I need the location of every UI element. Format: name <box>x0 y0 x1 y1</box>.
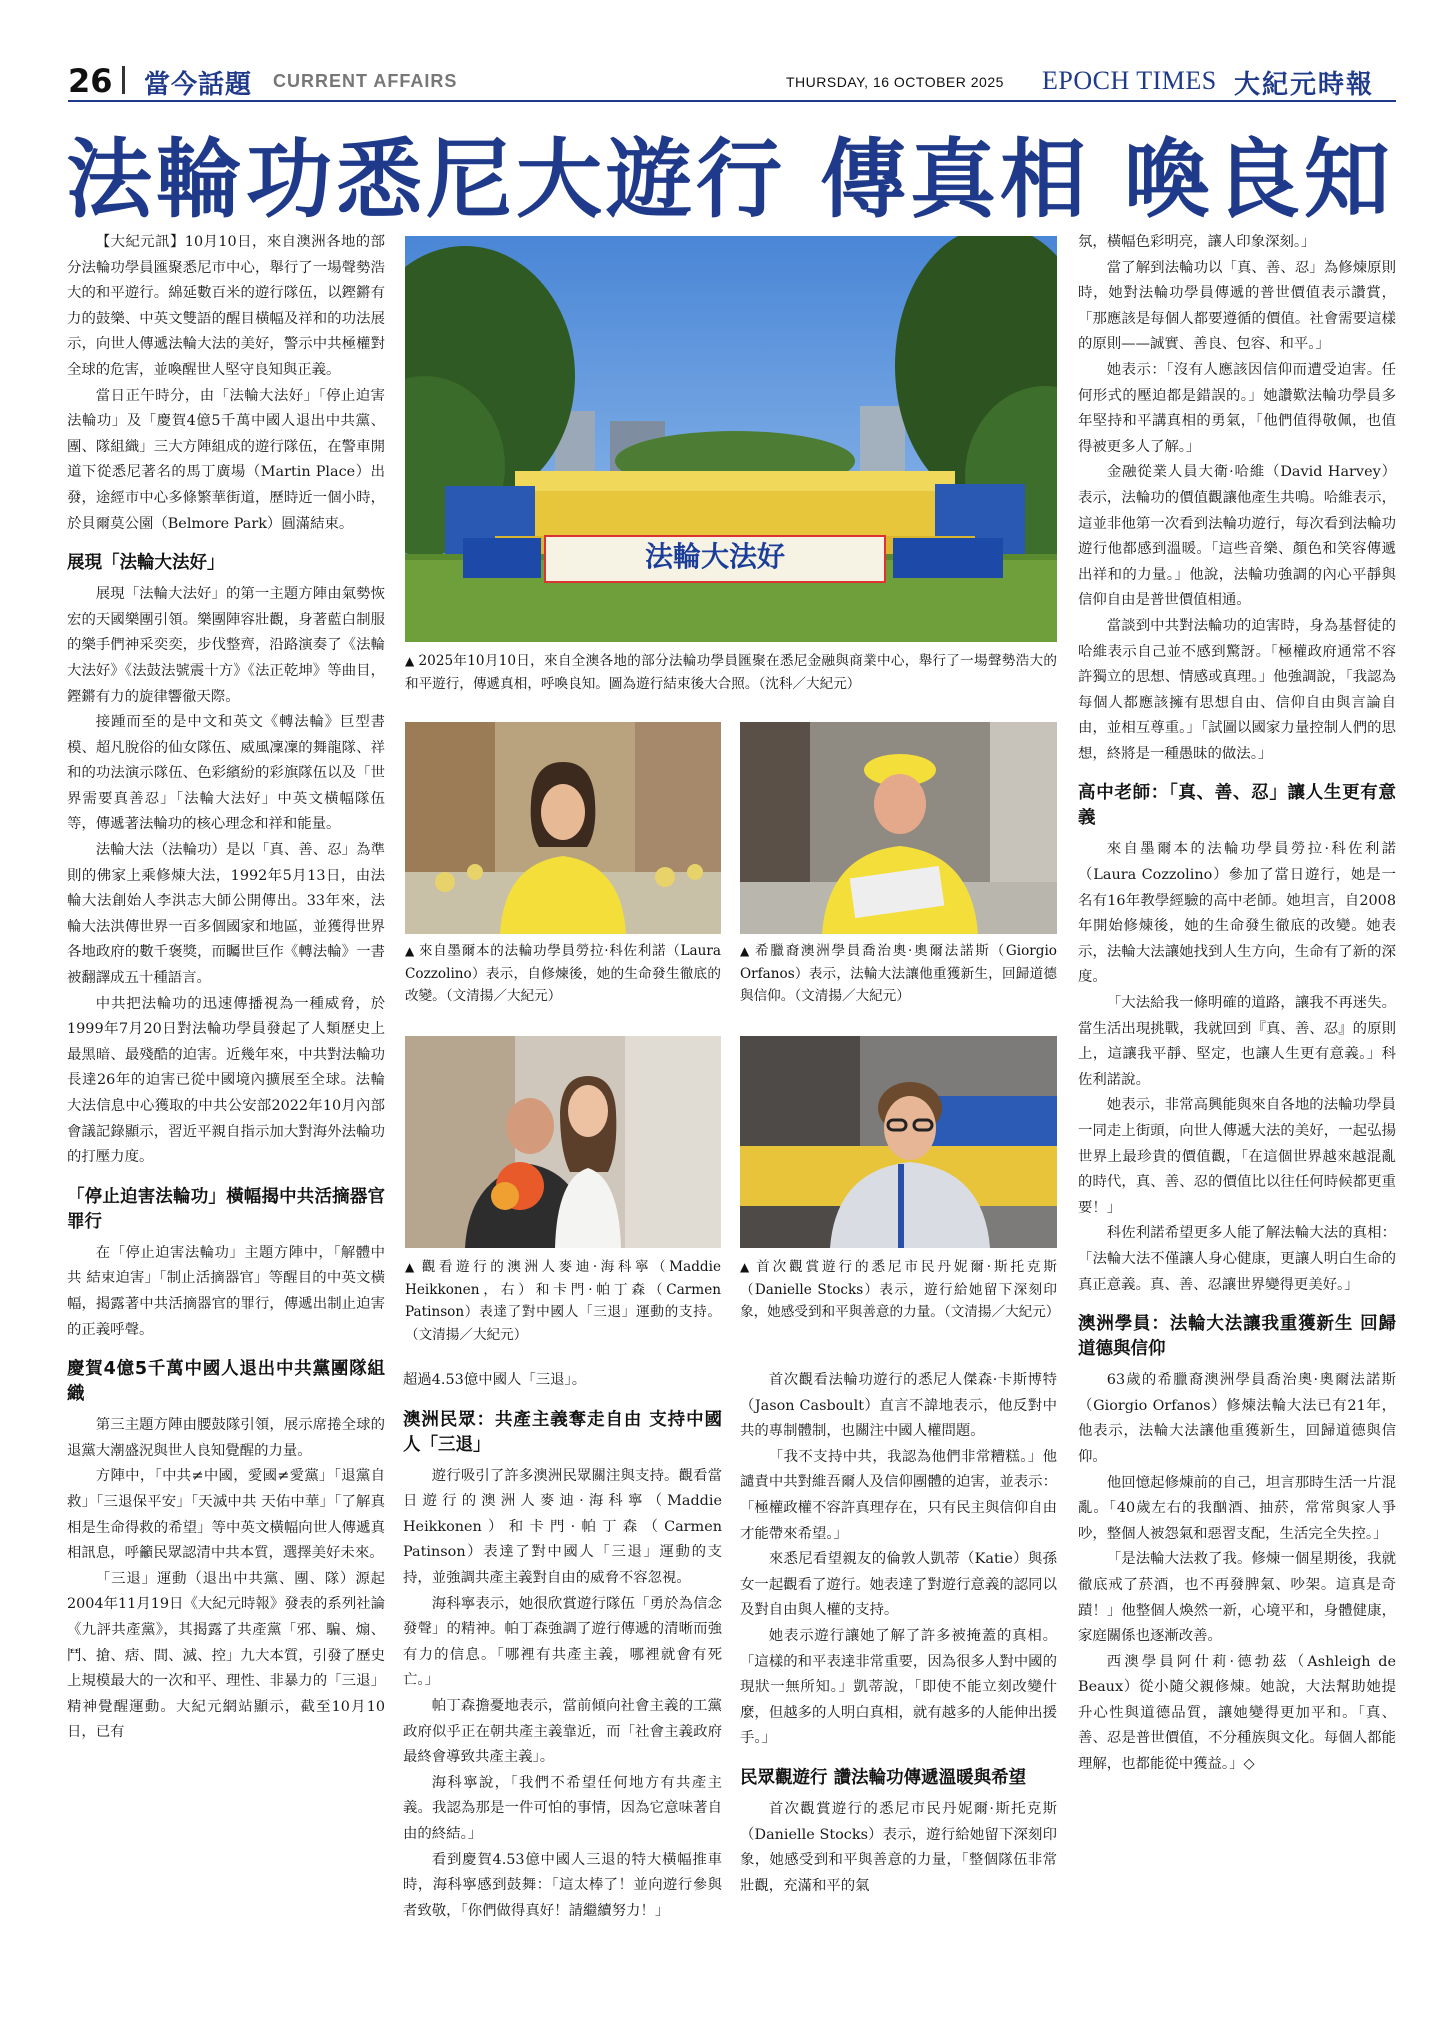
article-column-3 <box>740 1368 1057 2008</box>
paragraph: 超過4.53億中國人「三退」。 <box>403 1372 587 1388</box>
paragraph: 海科寧表示，她很欣賞遊行隊伍「勇於為信念發聲」的精神。帕丁森強調了遊行傳遞的清晰而強有力的信息。「哪裡有共產主義，哪裡就會有死亡。」 <box>403 1595 722 1689</box>
paragraph: 她表示遊行讓她了解了許多被掩蓋的真相。「這樣的和平表達非常重要，因為很多人對中國的現狀一無所知。」凱蒂說，「即使不能立刻改變什麼，但越多的人明白真相，就有越多的人能伸出援手。」 <box>740 1627 1057 1747</box>
paragraph: 他回憶起修煉前的自己，坦言那時生活一片混亂。「40歲左右的我酗酒、抽菸，常常與家人爭吵，整個人被怨氣和惡習支配，生活完全失控。」 <box>1078 1474 1396 1542</box>
paragraph: 她表示：「沒有人應該因信仰而遭受迫害。任何形式的壓迫都是錯誤的。」她讚歎法輪功學員多年堅持和平講真相的勇氣，「他們值得敬佩，也值得被更多人了解。」 <box>1078 361 1396 455</box>
paragraph: 金融從業人員大衛·哈維（David Harvey）表示，法輪功的價值觀讓他產生共鳴。哈維表示，這並非他第一次看到法輪功遊行，每次看到法輪功遊行他都感到溫暖。「這些音樂、顏色和笑容傳遞出祥和的力量。」他說，法輪功強調的內心平靜與信仰自由是普世價值相通。 <box>1078 464 1396 609</box>
paragraph: 遊行吸引了許多澳洲民眾關注與支持。觀看當日遊行的澳洲人麥迪·海科寧（Maddie Heikkonen）和卡門·帕丁森（Carmen Patinson）表達了對中國人「三退」運動的支持，並強調共產主義對自由的威脅不容忽視。 <box>403 1467 722 1586</box>
danielle-photo <box>740 1036 1057 1248</box>
header-rule <box>68 100 1396 102</box>
paragraph: 「三退」運動（退出中共黨、團、隊）源起2004年11月19日《大紀元時報》發表的系列社論《九評共產黨》，其揭露了共產黨「邪、騙、煽、鬥、搶、痞、間、滅、控」九大本質，引發了歷史上規模最大的一次和平、理性、非暴力的「三退」精神覺醒運動。大紀元網站顯示，截至10月10日，已有 <box>67 1570 385 1741</box>
issue-date: THURSDAY, 16 OCTOBER 2025 <box>786 74 1004 90</box>
paragraph: 「是法輪大法救了我。修煉一個星期後，我就徹底戒了菸酒，也不再發脾氣、吵架。這真是奇蹟！」他整個人煥然一新，心境平和，身體健康，家庭關係也逐漸改善。 <box>1078 1551 1396 1645</box>
group-banner-text: 法輪大法好 <box>644 540 786 573</box>
section-title-en: CURRENT AFFAIRS <box>273 71 458 91</box>
paragraph: 接踵而至的是中文和英文《轉法輪》巨型書模、超凡脫俗的仙女隊伍、威風凜凜的舞龍隊、祥和的功法演示隊伍、色彩繽紛的彩旗隊伍以及「世界需要真善忍」「法輪大法好」中英文橫幅隊伍等，傳遞著法輪功的核心理念和祥和能量。 <box>67 714 385 833</box>
subheading: 澳洲學員：法輪大法讓我重獲新生 回歸道德與信仰 <box>1078 1314 1396 1360</box>
paragraph: 帕丁森擔憂地表示，當前傾向社會主義的工黨政府似乎正在朝共產主義靠近，而「社會主義政府最終會導致共產主義」。 <box>403 1697 722 1766</box>
paragraph: 中共把法輪功的迅速傳播視為一種威脅，於1999年7月20日對法輪功學員發起了人類歷史上最黑暗、最殘酷的迫害。近幾年來，中共對法輪功長達26年的迫害已從中國境內擴展至全球。法輪大法信息中心獲取的中共公安部2022年10月內部會議記錄顯示，習近平親自指示加大對海外法輪功的打壓力度。 <box>67 995 385 1166</box>
brand-logo-zh: 大紀元時報 <box>1234 70 1375 100</box>
paragraph: 當談到中共對法輪功的迫害時，身為基督徒的哈維表示自己並不感到驚訝。「極權政府通常不容許獨立的思想、情感或真理。」他強調說，「我認為每個人都應該擁有思想自由、信仰自由與言論自由，並相互尊重。」「試圖以國家力量控制人們的思想，終將是一種愚昧的做法。」 <box>1078 617 1396 762</box>
paragraph: 首次觀看法輪功遊行的悉尼人傑森·卡斯博特（Jason Casboult）直言不諱地表示，他反對中共的專制體制，也關注中國人權問題。 <box>740 1372 1057 1440</box>
paragraph: 她表示，非常高興能與來自各地的法輪功學員一同走上街頭，向世人傳遞大法的美好，一起弘揚世界上最珍貴的價值觀，「在這個世界越來越混亂的時代，真、善、忍的價值比以往任何時候都更重要！」 <box>1078 1097 1396 1216</box>
article-column-4 <box>1078 230 1396 2010</box>
paragraph: 法輪大法（法輪功）是以「真、善、忍」為準則的佛家上乘修煉大法，1992年5月13日，由法輪大法創始人李洪志大師公開傳出。33年來，法輪大法洪傳世界一百多個國家和地區，並獲得世界各地政府的數千褒獎，而矚世巨作《轉法輪》一書被翻譯成五十種語言。 <box>67 842 385 987</box>
paragraph: 【大紀元訊】10月10日，來自澳洲各地的部分法輪功學員匯聚悉尼市中心，舉行了一場聲勢浩大的和平遊行。綿延數百米的遊行隊伍，以鏗鏘有力的鼓樂、中英文雙語的醒目橫幅及祥和的功法展示，向世人傳遞法輪大法的美好，警示中共極權對全球的危害，並喚醒世人堅守良知與正義。 <box>67 234 385 378</box>
group-photo-caption: ▲ 2025年10月10日，來自全澳各地的部分法輪功學員匯聚在悉尼金融與商業中心，舉行了一場聲勢浩大的和平遊行，傳遞真相，呼喚良知。圖為遊行結束後大合照。（沈科／大紀元） <box>405 653 1058 692</box>
subheading: 民眾觀遊行 讚法輪功傳遞溫暖與希望 <box>740 1767 1027 1788</box>
subheading: 澳洲民眾：共產主義奪走自由 支持中國人「三退」 <box>403 1409 722 1455</box>
couple-photo-caption: ▲ 觀看遊行的澳洲人麥迪·海科寧（Maddie Heikkonen，右）和卡門·帕丁森（Carmen Patinson）表達了對中國人「三退」運動的支持。（文清揚／大紀元） <box>405 1259 721 1343</box>
paragraph: 展現「法輪大法好」的第一主題方陣由氣勢恢宏的天國樂團引領。樂團陣容壯觀，身著藍白制服的樂手們神采奕奕，步伐整齊，沿路演奏了《法輪大法好》《法鼓法號震十方》《法正乾坤》等曲目，鏗鏘有力的旋律響徹天際。 <box>67 586 385 705</box>
paragraph: 科佐利諾希望更多人能了解法輪大法的真相：「法輪大法不僅讓人身心健康，更讓人明白生命的真正意義。真、善、忍讓世界變得更美好。」 <box>1078 1225 1396 1293</box>
headline: 法輪功悉尼大遊行 傳真相 喚良知 <box>66 129 1394 230</box>
laura-photo <box>405 722 721 934</box>
group-photo <box>405 236 1057 642</box>
paragraph: 「我不支持中共，我認為他們非常糟糕。」他譴責中共對維吾爾人及信仰團體的迫害，並表示：「極權政權不容許真理存在，只有民主與信仰自由才能帶來希望。」 <box>740 1448 1057 1542</box>
section-title-zh: 當今話題 <box>144 70 253 100</box>
page-number: 26 <box>68 62 113 100</box>
subheading: 展現「法輪大法好」 <box>67 553 225 574</box>
article-column-2 <box>403 1368 722 2008</box>
paragraph: 當了解到法輪功以「真、善、忍」為修煉原則時，她對法輪功學員傳遞的普世價值表示讚賞，「那應該是每個人都要遵循的價值。社會需要這樣的原則——誠實、善良、包容、和平。」 <box>1078 259 1396 353</box>
paragraph: 海科寧說，「我們不希望任何地方有共產主義。我認為那是一件可怕的事情，因為它意味著自由的終結。」 <box>403 1774 722 1842</box>
paragraph: 西澳學員阿什莉·德勃茲（Ashleigh de Beaux）從小隨父親修煉。她說，大法幫助她提升心性與道德品質，讓她變得更加平和。「真、善、忍是普世價值，不分種族與文化。每個人都能理解，也都能從中獲益。」◇ <box>1078 1653 1396 1773</box>
paragraph: 「大法給我一條明確的道路，讓我不再迷失。當生活出現挑戰，我就回到『真、善、忍』的原則上，這讓我平靜、堅定，也讓人生更有意義。」科佐利諾說。 <box>1078 995 1396 1088</box>
couple-photo <box>405 1036 721 1248</box>
paragraph: 當日正午時分，由「法輪大法好」「停止迫害法輪功」及「慶賀4億5千萬中國人退出中共黨、團、隊組織」三大方陣組成的遊行隊伍，在警車開道下從悉尼著名的馬丁廣場（Martin Place）出發，途經市中心多條繁華街道，歷時近一個小時，於貝爾莫公園（Belmore Park）圓滿結束。 <box>67 387 385 532</box>
paragraph: 63歲的希臘裔澳洲學員喬治奧·奧爾法諾斯（Giorgio Orfanos）修煉法輪大法已有21年，他表示，法輪大法讓他重獲新生，回歸道德與信仰。 <box>1078 1372 1396 1465</box>
paragraph: 第三主題方陣由腰鼓隊引領，展示席捲全球的退黨大潮盛況與世人良知覺醒的力量。 <box>67 1417 385 1459</box>
brand-logo-en: EPOCH TIMES <box>1042 66 1217 95</box>
giorgio-photo <box>740 722 1057 934</box>
article-column-1 <box>67 230 385 2010</box>
subheading: 「停止迫害法輪功」橫幅揭中共活摘器官罪行 <box>67 1186 385 1232</box>
paragraph: 來悉尼看望親友的倫敦人凱蒂（Katie）與孫女一起觀看了遊行。她表達了對遊行意義的認同以及對自由與人權的支持。 <box>740 1551 1057 1619</box>
page-header <box>68 58 1396 102</box>
paragraph: 首次觀賞遊行的悉尼市民丹妮爾·斯托克斯（Danielle Stocks）表示，遊行給她留下深刻印象，她感受到和平與善意的力量，「整個隊伍非常壯觀，充滿和平的氣 <box>740 1800 1057 1894</box>
paragraph: 在「停止迫害法輪功」主題方陣中，「解體中共 結束迫害」「制止活摘器官」等醒目的中英文橫幅，揭露著中共活摘器官的罪行，傳遞出制止迫害的正義呼聲。 <box>67 1244 385 1338</box>
header-separator <box>122 66 125 94</box>
giorgio-photo-caption: ▲ 希臘裔澳洲學員喬治奧·奧爾法諾斯（Giorgio Orfanos）表示，法輪大法讓他重獲新生，回歸道德與信仰。（文清揚／大紀元） <box>740 943 1057 1004</box>
paragraph: 來自墨爾本的法輪功學員勞拉·科佐利諾（Laura Cozzolino）參加了當日遊行，她是一名有16年教學經驗的高中老師。她坦言，自2008年開始修煉後，她的生命發生徹底的改變。她表示，法輪大法讓她找到人生方向，生命有了新的深度。 <box>1078 841 1396 986</box>
subheading: 高中老師：「真、善、忍」讓人生更有意義 <box>1078 783 1396 829</box>
laura-photo-caption: ▲ 來自墨爾本的法輪功學員勞拉·科佐利諾（Laura Cozzolino）表示，自修煉後，她的生命發生徹底的改變。（文清揚／大紀元） <box>405 943 722 1004</box>
paragraph: 氛，橫幅色彩明亮，讓人印象深刻。」 <box>1078 234 1316 250</box>
subheading: 慶賀4億5千萬中國人退出中共黨團隊組織 <box>67 1359 385 1405</box>
paragraph: 方陣中，「中共≠中國，愛國≠愛黨」「退黨自救」「三退保平安」「天滅中共 天佑中華」「了解真相是生命得救的希望」等中英文橫幅向世人傳遞真相訊息，呼籲民眾認清中共本質，選擇美好未來。 <box>67 1468 385 1562</box>
paragraph: 看到慶賀4.53億中國人三退的特大橫幅推車時，海科寧感到鼓舞：「這太棒了！並向遊行參與者致敬，「你們做得真好！請繼續努力！」 <box>403 1851 722 1919</box>
danielle-photo-caption: ▲ 首次觀賞遊行的悉尼市民丹妮爾·斯托克斯（Danielle Stocks）表示，遊行給她留下深刻印象，她感受到和平與善意的力量。（文清揚／大紀元） <box>740 1259 1060 1320</box>
